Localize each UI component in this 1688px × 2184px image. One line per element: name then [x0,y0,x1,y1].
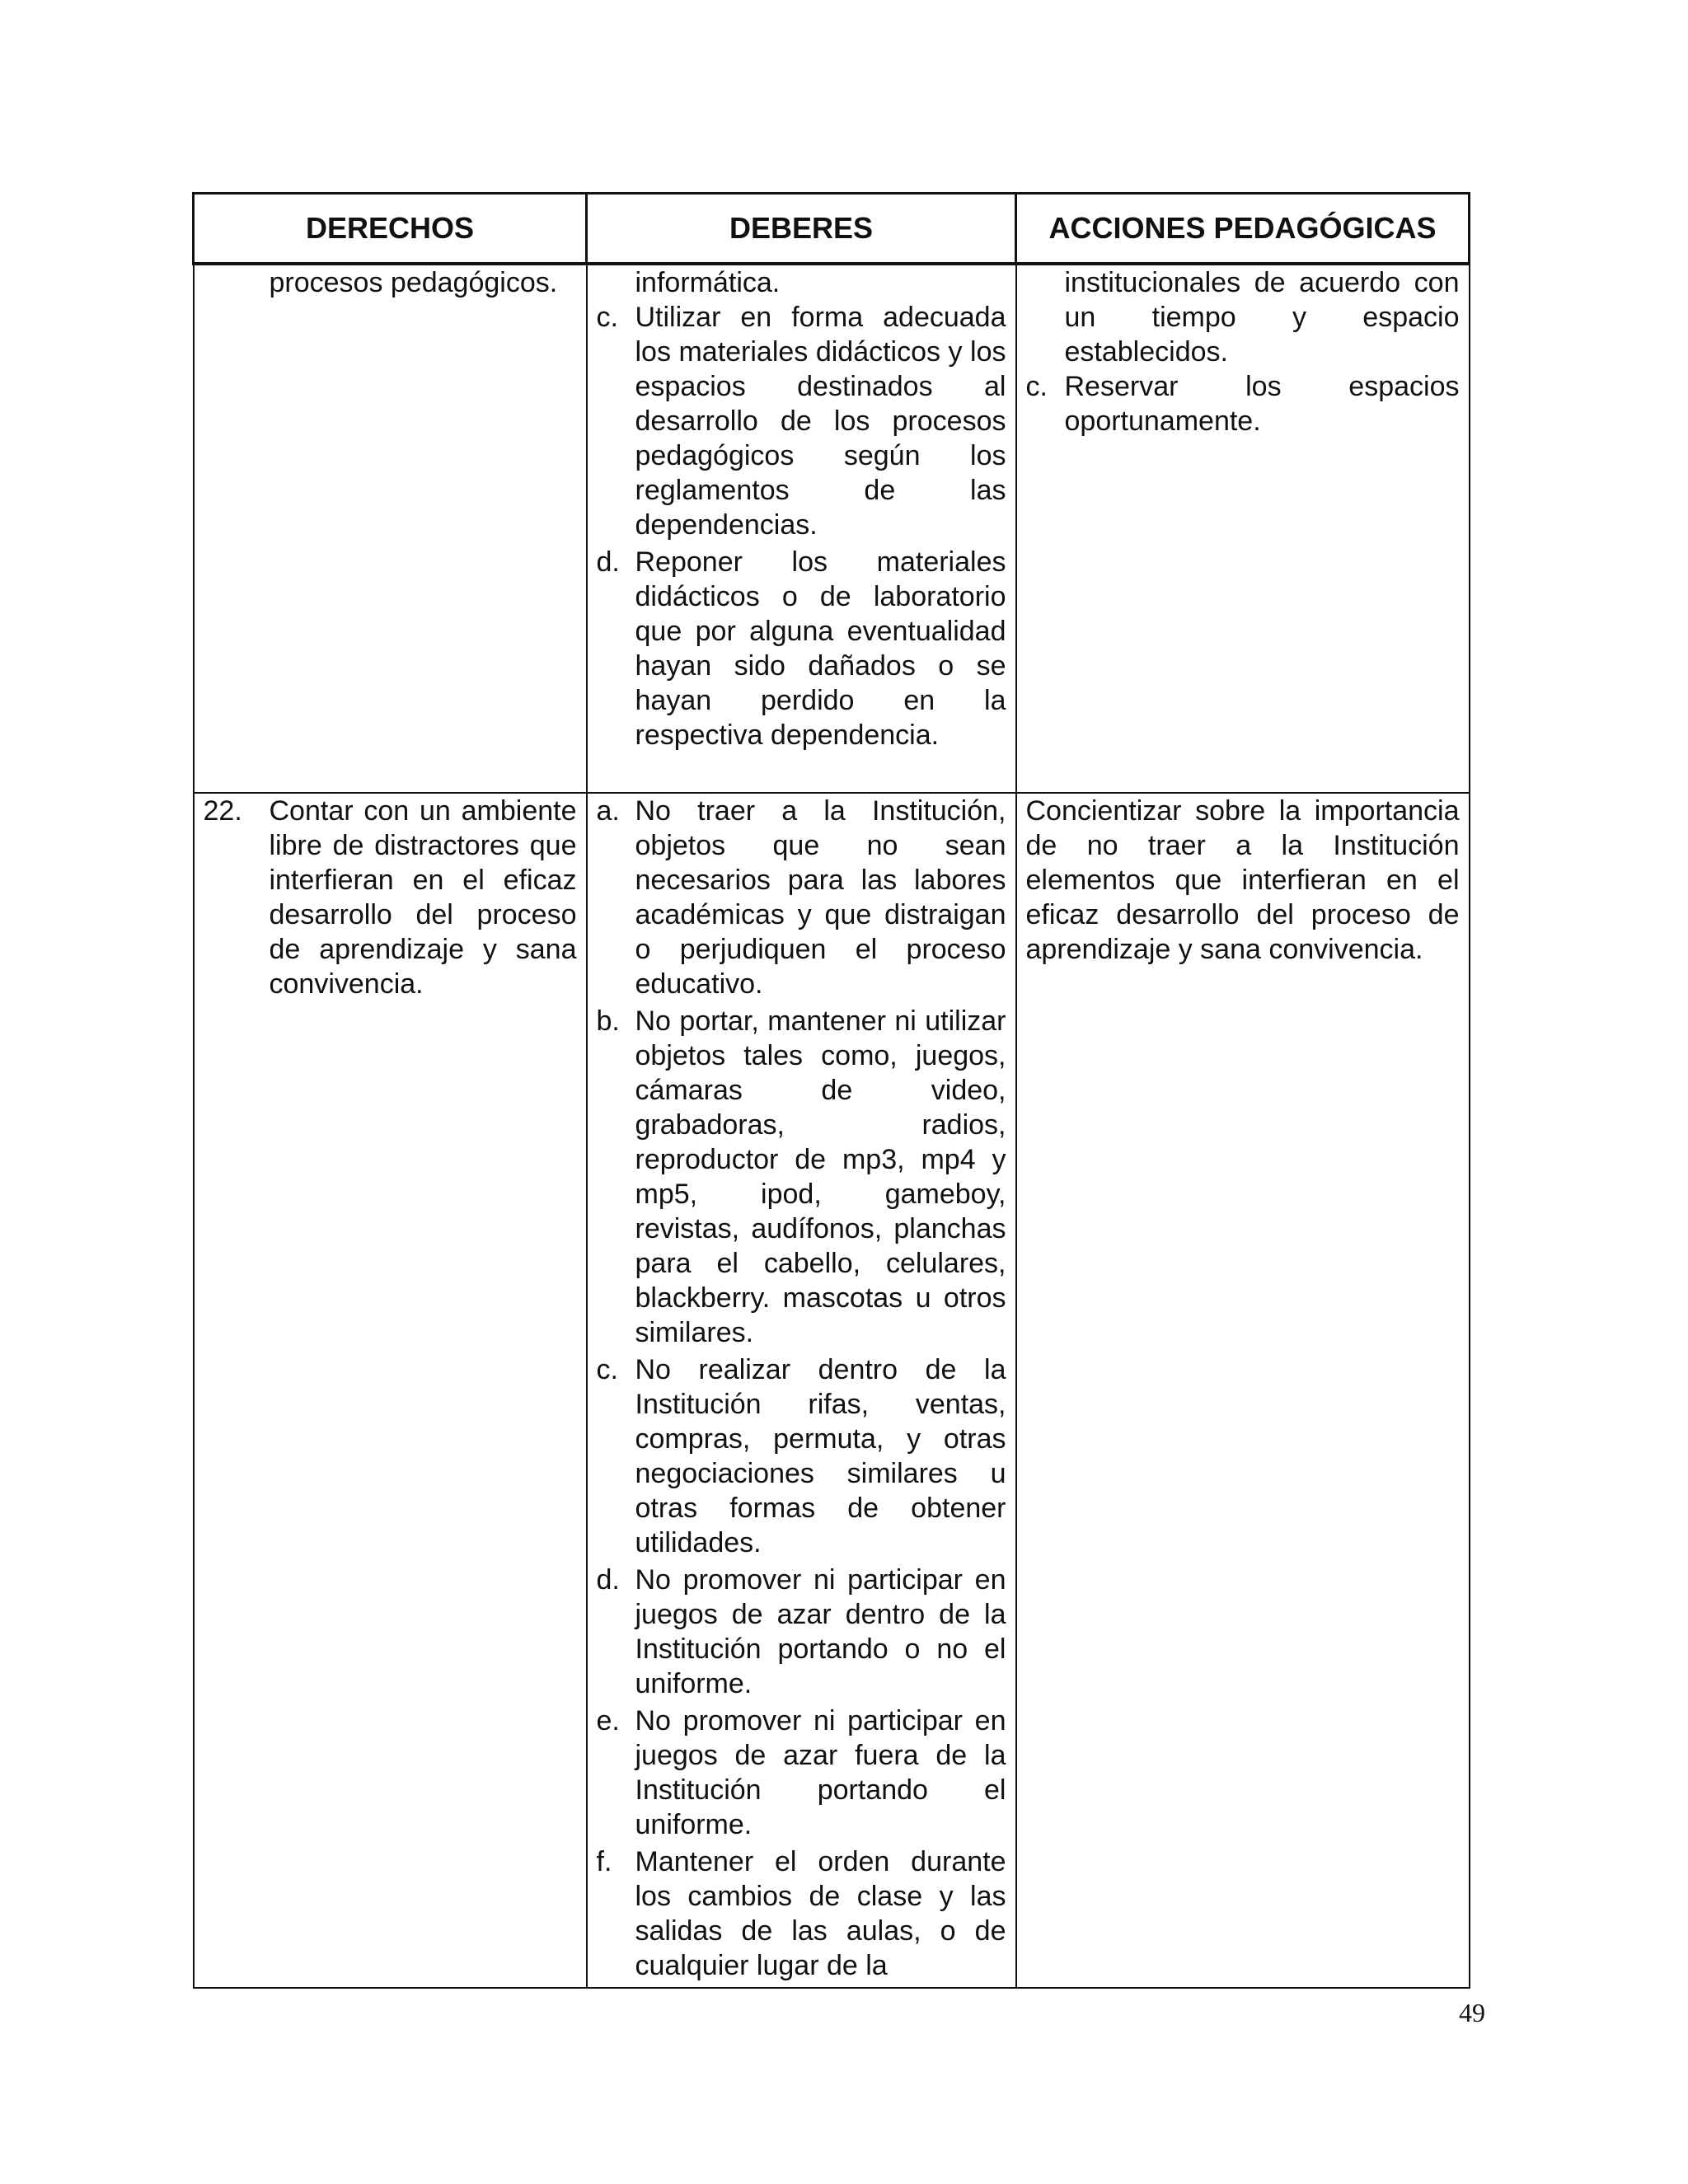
derecho-item [204,794,577,1001]
list-item [597,300,1006,542]
list-item-text: Reponer los materiales didácticos o de laboratorio que por alguna eventualidad hayan sido dañados o se hayan perdido en la respectiva dependencia. [635,546,1006,751]
derecho-text: Contar con un ambiente libre de distractores que interfieran en el eficaz desarrollo del proceso de aprendizaje y sana convivencia. [269,795,577,1000]
accion-continuation: institucionales de acuerdo con un tiempo y espacio establecidos. [1064,267,1460,368]
list-item [597,1004,1006,1350]
list-item-text: No promover ni participar en juegos de azar fuera de la Institución portando el uniforme. [635,1705,1006,1840]
table-row [194,793,1470,1988]
list-item-text: Mantener el orden durante los cambios de clase y las salidas de las aulas, o de cualquier lugar de la [635,1846,1006,1981]
list-marker: c. [596,302,618,333]
list-marker: c. [596,1354,618,1385]
page-number: 49 [1459,1998,1485,2027]
list-marker: e. [596,1705,620,1736]
list-marker: c. [1025,371,1048,402]
derecho-cell [194,793,587,1988]
derecho-cell [194,264,587,793]
list-item-text: No realizar dentro de la Institución rifas, ventas, compras, permuta, y otras negociaciones similares u otras formas de obtener utilidades. [635,1354,1006,1558]
header-derechos: DERECHOS [194,194,587,265]
list-item-text: Reservar los espacios oportunamente. [1064,371,1460,437]
list-marker: f. [596,1846,612,1877]
list-marker: a. [596,795,620,827]
list-marker: d. [596,546,620,578]
header-deberes: DEBERES [587,194,1016,265]
list-item [597,1704,1006,1842]
list-marker: d. [596,1564,620,1596]
derecho-continuation: procesos pedagógicos. [269,267,558,298]
table-row [194,264,1470,793]
deberes-cell [587,264,1016,793]
rights-duties-table [192,192,1470,1989]
table-header-row [194,194,1470,265]
list-item-text: Utilizar en forma adecuada los materiales didácticos y los espacios destinados al desarrollo de los procesos pedagógicos según los reglamentos de las dependencias. [635,302,1006,541]
list-item-text: No promover ni participar en juegos de azar dentro de la Institución portando o no el uniforme. [635,1564,1006,1699]
list-item-text: No portar, mantener ni utilizar objetos tales como, juegos, cámaras de video, grabadoras, radios, reproductor de mp3, mp4 y mp5, ipod, gameboy, revistas, audífonos, planchas para el cabello, celulares, blackberry. mascotas u otros similares. [635,1005,1006,1348]
list-item-text: No traer a la Institución, objetos que no sean necesarios para las labores académicas y que distraigan o perjudiquen el proceso educativo. [635,795,1006,1000]
list-item [597,794,1006,1001]
list-item [597,1844,1006,1983]
deber-continuation: informática. [635,267,781,298]
list-marker: b. [596,1005,620,1037]
acciones-cell [1016,793,1470,1988]
list-item [597,1563,1006,1701]
deberes-cell [587,793,1016,1988]
list-item [597,545,1006,752]
list-item [1026,369,1460,438]
accion-text: Concientizar sobre la importancia de no traer a la Institución elementos que interfieran en el eficaz desarrollo del proceso de aprendizaje y sana convivencia. [1025,795,1460,965]
acciones-cell [1016,264,1470,793]
derecho-number: 22. [203,795,242,827]
header-acciones: ACCIONES PEDAGÓGICAS [1016,194,1470,265]
list-item [597,1352,1006,1560]
